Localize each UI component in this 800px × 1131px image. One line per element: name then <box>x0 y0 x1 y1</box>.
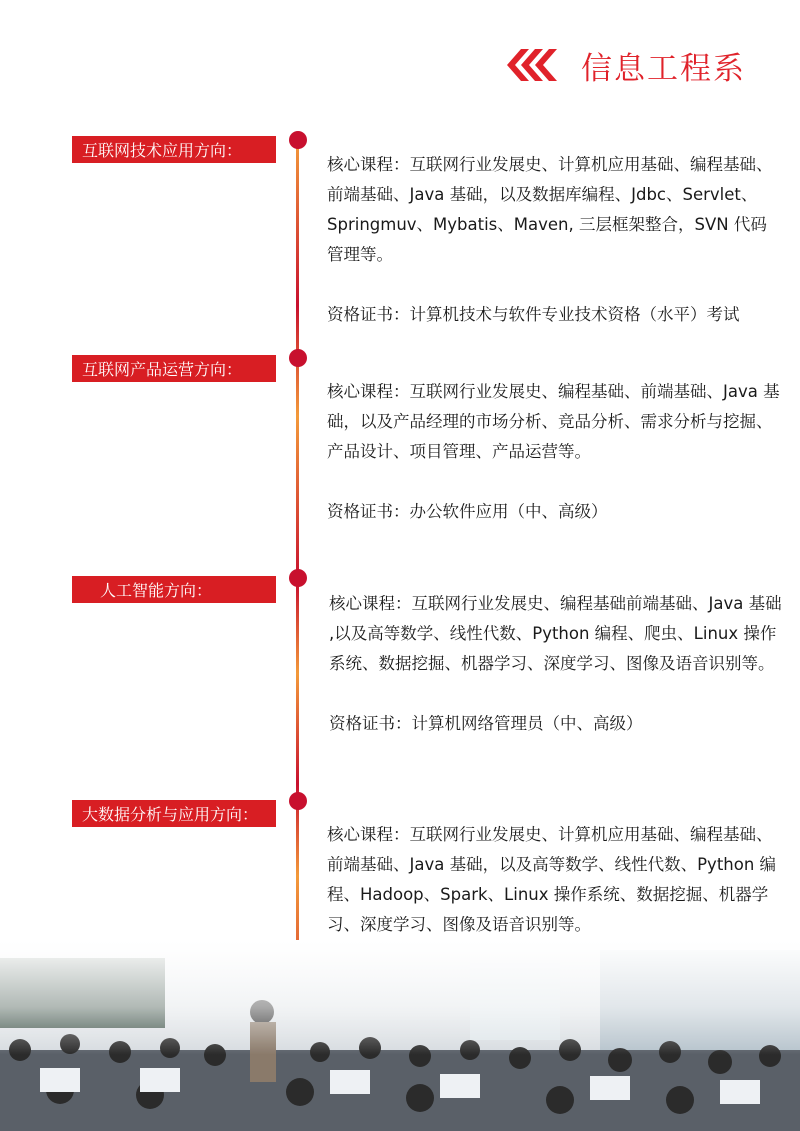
timeline-line <box>296 140 299 1060</box>
direction-label: 大数据分析与应用方向： <box>72 800 276 827</box>
timeline-dot <box>289 131 307 149</box>
certificate-text: 资格证书：计算机网络管理员（中、高级） <box>329 714 643 733</box>
direction-label: 互联网技术应用方向： <box>72 136 276 163</box>
certificate-text: 资格证书：计算机技术与软件专业技术资格（水平）考试 <box>327 305 740 324</box>
core-courses-text: 核心课程：互联网行业发展史、编程基础、前端基础、Java 基础，以及产品经理的市场分析、竞品分析、需求分析与挖掘、产品设计、项目管理、产品运营等。 <box>327 382 780 461</box>
core-courses-text: 核心课程：互联网行业发展史、计算机应用基础、编程基础、前端基础、Java 基础，以及数据库编程、Jdbc、Servlet、Springmuv、Mybatis、Maven, 三层框架整合，SVN 代码管理等。 <box>327 155 773 264</box>
timeline-dot <box>289 569 307 587</box>
direction-section <box>327 377 782 527</box>
triple-chevron-left-icon <box>505 45 563 85</box>
core-courses-text: 核心课程：互联网行业发展史、计算机应用基础、编程基础、前端基础、Java 基础，以及高等数学、线性代数、Python 编程、Hadoop、Spark、Linux 操作系统、数据挖掘、机器学习、深度学习、图像及语音识别等。 <box>327 825 777 934</box>
page-header <box>505 40 746 90</box>
classroom-photo <box>0 940 800 1131</box>
core-courses-text: 核心课程：互联网行业发展史、编程基础前端基础、Java 基础 ,以及高等数学、线性代数、Python 编程、爬虫、Linux 操作系统、数据挖掘、机器学习、深度学习、图像及语音识别等。 <box>329 594 782 673</box>
direction-section <box>327 150 782 330</box>
direction-section <box>329 589 784 739</box>
timeline-dot <box>289 349 307 367</box>
department-title: 信息工程系 <box>581 50 746 87</box>
direction-label: 人工智能方向： <box>72 576 276 603</box>
certificate-text: 资格证书：办公软件应用（中、高级） <box>327 502 608 521</box>
timeline-dot <box>289 792 307 810</box>
direction-label: 互联网产品运营方向： <box>72 355 276 382</box>
